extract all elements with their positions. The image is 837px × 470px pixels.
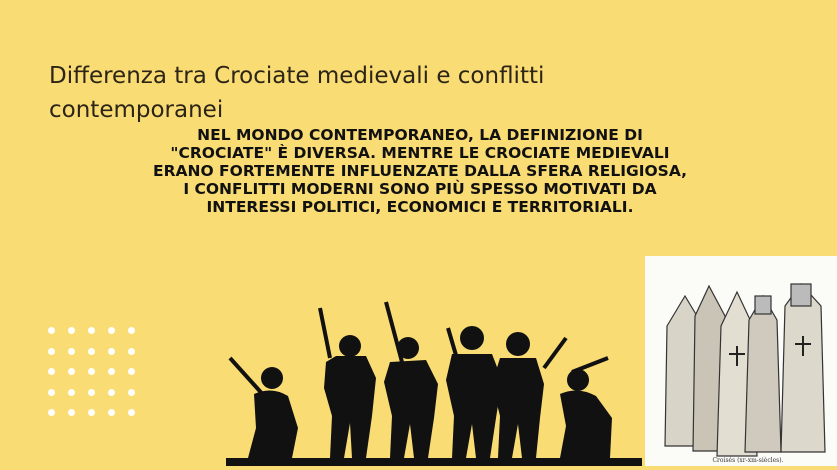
slide-title: Differenza tra Crociate medievali e conflitti contemporanei: [49, 63, 545, 124]
crusaders-drawing: [645, 256, 837, 466]
image-caption: Croisés (xr-xm-siècles).: [712, 457, 784, 464]
soldiers-silhouette-illustration: [226, 298, 642, 466]
crusaders-engraving-illustration: [645, 256, 837, 466]
slide-body-text: NEL MONDO CONTEMPORANEO, LA DEFINIZIONE DI "CROCIATE" È DIVERSA. MENTRE LE CROCIATE MEDIEVALI ERANO FORTEMENTE INFLUENZATE DALLA SFERA RELIGIOSA, I CONFLITTI MODERNI SONO PIÙ SPESSO MOTIVATI DA INTERESSI POLITICI, ECONOMICI E TERRITORIALI.: [152, 126, 687, 216]
decorative-dot-grid: [48, 327, 135, 416]
